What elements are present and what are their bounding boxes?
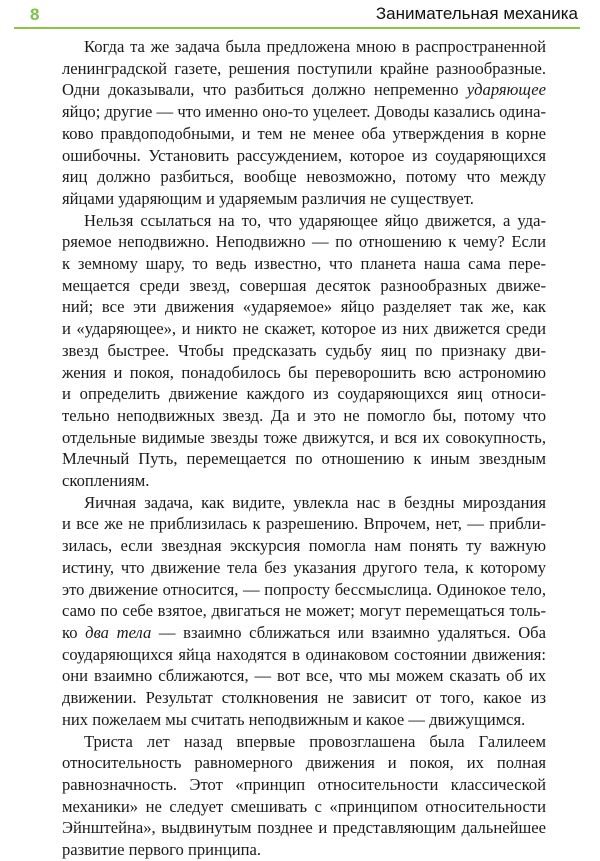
text-line: Триста лет назад впервые провозглашена была Галилеем: [84, 731, 546, 751]
italic-term: ударяющее: [466, 80, 546, 100]
text-line: к земному шару, то ведь известно, что планета наша сама пере-: [62, 254, 546, 274]
text-line: скоплениям.: [62, 471, 150, 491]
body-text: [62, 36, 546, 861]
text-line: Когда та же задача была предложена мною в распространенной: [84, 37, 546, 56]
text-line: тельно неподвижных звезд. Да и это не помогло бы, потому что: [62, 405, 546, 425]
text-line: это движение относится, — попросту бессмыслица. Одинокое тело,: [62, 579, 546, 599]
text-line: механики» не следует смешивать с «принципом относительности: [62, 796, 546, 816]
text-line: равнозначность. Этот «принцип относительности классической: [62, 774, 546, 794]
italic-term: два тела: [85, 622, 152, 642]
text-line: отдельные видимые звезды тоже движутся, и вся их совокупность,: [62, 427, 546, 447]
text-line: и все же не приблизилась к разрешению. Впрочем, нет, — прибли-: [62, 514, 546, 534]
header-rule: [14, 27, 580, 29]
text-run: Одни доказывали, что разбиться должно непременно: [62, 80, 467, 100]
text-line: ково правдоподобными, и тем не менее оба утверждения в корне: [62, 123, 546, 143]
page-number: 8: [30, 5, 40, 24]
text-line: Эйнштейна», выдвинутым позднее и представляющим дальнейшее: [62, 818, 546, 838]
text-line: них пожелаем мы считать неподвижным и какое — движущимся.: [62, 709, 526, 729]
paragraph: [62, 210, 546, 492]
text-line: Млечный Путь, перемещается по отношению к иным звездным: [62, 449, 546, 469]
text-line: ряемое неподвижно. Неподвижно — по отношению к чему? Если: [62, 232, 546, 252]
paragraph: [62, 36, 546, 210]
text-line: истину, что движение тела без указания другого тела, к которому: [62, 557, 546, 577]
text-line: мещается среди звезд, совершая десяток разнообразных движе-: [62, 275, 546, 295]
text-line: соударяющихся яйца находятся в одинаковом состоянии движения:: [62, 644, 546, 664]
text-line: само по себе взятое, двигаться не может; могут перемещаться толь-: [62, 601, 546, 621]
text-line: развитие первого принципа.: [62, 840, 262, 860]
text-line: они взаимно сближаются, — вот все, что мы можем сказать об их: [62, 666, 546, 686]
text-line: ошибочны. Установить рассуждением, которое из соударяющихся: [62, 145, 546, 165]
text-line: яйцо; другие — что именно оно-то уцелеет. Доводы казались одина-: [62, 102, 546, 122]
page-header: [0, 0, 600, 28]
paragraph: [62, 731, 546, 861]
text-run: ко: [62, 622, 86, 642]
text-line: звезд быстрее. Чтобы предсказать судьбу яиц по признаку дви-: [62, 340, 546, 360]
text-line: и определить движение каждого из соударяющихся яиц относи-: [62, 384, 546, 404]
text-line: зилась, если звездная экскурсия помогла нам понять ту важную: [62, 536, 546, 556]
text-line: [62, 79, 546, 101]
text-run: — взаимно сближаться или взаимно удаляться. Оба: [151, 622, 546, 642]
text-line: [62, 622, 546, 644]
text-line: яйцами ударяющим и ударяемым различия не существует.: [62, 188, 474, 208]
text-line: и «ударяющее», и никто не скажет, которое из них движется среди: [62, 319, 546, 339]
text-line: ний; все эти движения «ударяемое» яйцо разделяет так же, как: [62, 297, 546, 317]
paragraph: [62, 492, 546, 731]
text-line: яиц должно разбиться, вообще невозможно, потому что между: [62, 167, 546, 187]
text-line: движении. Результат столкновения не зависит от того, какое из: [62, 688, 546, 708]
text-line: ленинградской газете, решения поступили крайне разнообразные.: [62, 58, 546, 78]
text-line: жения и покоя, понадобилось бы переворошить всю астрономию: [62, 362, 546, 382]
running-title: Занимательная механика: [375, 4, 578, 23]
text-line: Нельзя ссылаться на то, что ударяющее яйцо движется, а уда-: [84, 210, 546, 230]
text-line: Яичная задача, как видите, увлекла нас в бездны мироздания: [84, 492, 546, 512]
text-line: относительность равномерного движения и покоя, их полная: [62, 753, 546, 773]
